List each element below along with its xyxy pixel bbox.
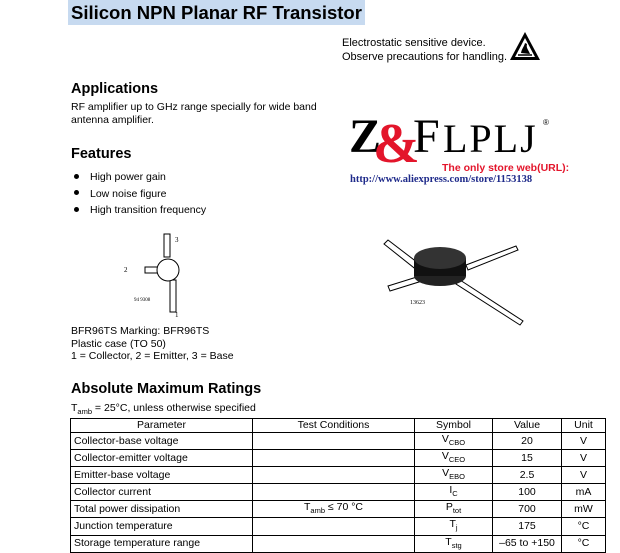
column-header: Value: [493, 419, 562, 433]
ratings-body: [71, 433, 606, 553]
bullet-icon: [74, 207, 79, 212]
table-row: [71, 450, 606, 467]
svg-text:F: F: [413, 110, 440, 163]
svg-text:®: ®: [543, 118, 549, 127]
package-drawing: [380, 228, 530, 328]
value-cell: 2.5: [493, 467, 562, 484]
value-cell: 20: [493, 433, 562, 450]
column-header: Unit: [562, 419, 606, 433]
condition-cell: $T_{amb} \le 70$ °C: [253, 501, 415, 518]
param-cell: Emitter-base voltage: [71, 467, 253, 484]
param-cell: Collector-emitter voltage: [71, 450, 253, 467]
ratings-condition: $T_{amb} = 25^\circ C$, unless otherwise specified: [71, 402, 256, 417]
value-cell: 15: [493, 450, 562, 467]
table-header-row: [71, 419, 606, 433]
value-cell: –65 to +150: [493, 535, 562, 552]
unit-cell: °C: [562, 518, 606, 535]
symbol-cell: $T_{stg}$: [415, 535, 493, 552]
table-row: [71, 484, 606, 501]
diagram-code: 94 9308: [134, 298, 151, 303]
value-cell: 175: [493, 518, 562, 535]
symbol-cell: $P_{tot}$: [415, 501, 493, 518]
symbol-cell: $V_{EBO}$: [415, 467, 493, 484]
store-logo: [347, 110, 572, 188]
table-row: [71, 501, 606, 518]
column-header: Test Conditions: [253, 419, 415, 433]
list-item: High transition frequency: [74, 202, 206, 219]
page-title: Silicon NPN Planar RF Transistor: [68, 0, 365, 25]
pin-1-label: 1: [175, 311, 179, 319]
marking-info: [71, 325, 234, 363]
symbol-cell: $V_{CBO}$: [415, 433, 493, 450]
esd-warning-line1: Electrostatic sensitive device.: [342, 37, 486, 49]
bullet-icon: [74, 190, 79, 195]
unit-cell: V: [562, 467, 606, 484]
table-row: [71, 467, 606, 484]
list-item: Low noise figure: [74, 186, 206, 203]
column-header: Parameter: [71, 419, 253, 433]
condition-cell: [253, 450, 415, 467]
condition-cell: [253, 467, 415, 484]
list-item: High power gain: [74, 169, 206, 186]
ratings-table: [70, 418, 606, 553]
table-row: [71, 518, 606, 535]
features-heading: Features: [71, 146, 132, 162]
value-cell: 100: [493, 484, 562, 501]
param-cell: Collector current: [71, 484, 253, 501]
pinout-line: 1 = Collector, 2 = Emitter, 3 = Base: [71, 350, 234, 362]
unit-cell: V: [562, 433, 606, 450]
value-cell: 700: [493, 501, 562, 518]
esd-warning: [342, 37, 507, 64]
package-code: 13623: [410, 300, 425, 306]
pin-3-label: 3: [175, 236, 179, 244]
unit-cell: °C: [562, 535, 606, 552]
param-cell: Storage temperature range: [71, 535, 253, 552]
esd-warning-line2: Observe precautions for handling.: [342, 50, 508, 63]
case-line: Plastic case (TO 50): [71, 337, 166, 350]
symbol-cell: $V_{CEO}$: [415, 450, 493, 467]
features-list: [74, 169, 206, 219]
svg-text:&: &: [373, 113, 420, 175]
condition-cell: [253, 518, 415, 535]
esd-warning-icon: [509, 31, 541, 61]
column-header: Symbol: [415, 419, 493, 433]
param-cell: Junction temperature: [71, 518, 253, 535]
unit-cell: V: [562, 450, 606, 467]
param-cell: Total power dissipation: [71, 501, 253, 518]
marking-line: BFR96TS Marking: BFR96TS: [71, 325, 210, 337]
table-row: [71, 433, 606, 450]
svg-text:Z: Z: [349, 110, 378, 163]
store-tagline: The only store web(URL):: [442, 162, 570, 174]
store-url[interactable]: http://www.aliexpress.com/store/1153138: [350, 174, 533, 185]
ratings-heading: Absolute Maximum Ratings: [71, 381, 262, 397]
pin-2-label: 2: [124, 266, 128, 274]
unit-cell: mW: [562, 501, 606, 518]
applications-heading: Applications: [71, 81, 159, 97]
bullet-icon: [74, 174, 79, 179]
condition-cell: [253, 433, 415, 450]
condition-cell: [253, 484, 415, 501]
symbol-cell: $T_j$: [415, 518, 493, 535]
unit-cell: mA: [562, 484, 606, 501]
symbol-cell: $I_C$: [415, 484, 493, 501]
applications-text: RF amplifier up to GHz range specially for wide band antenna amplifier.: [71, 101, 317, 126]
pin-diagram: [118, 230, 198, 320]
svg-text:LPLJ: LPLJ: [443, 116, 538, 161]
param-cell: Collector-base voltage: [71, 433, 253, 450]
